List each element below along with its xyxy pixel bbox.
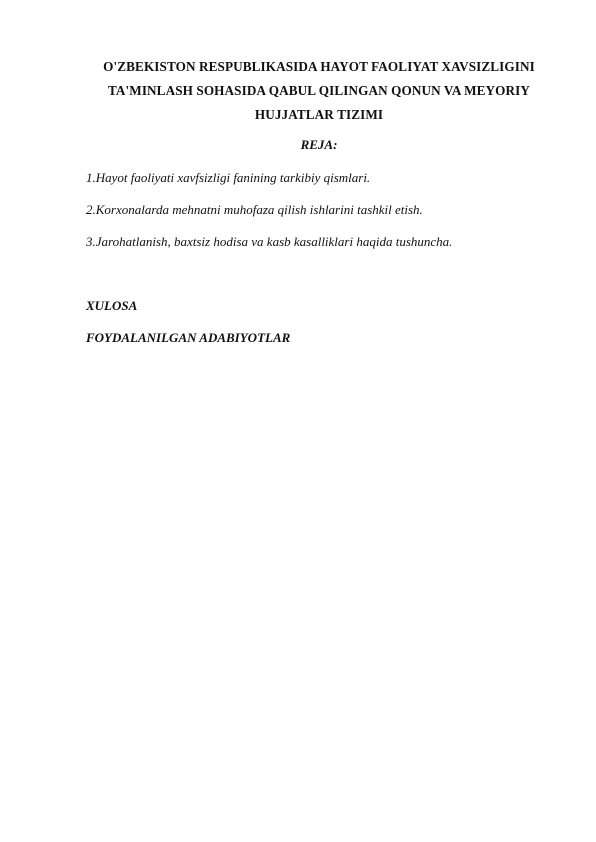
plan-heading: REJA: (300, 137, 338, 152)
plan-item-3: 3.Jarohatlanish, baxtsiz hodisa va kasb kasalliklari haqida tushuncha. (86, 234, 453, 249)
plan-item-2: 2.Korxonalarda mehnatni muhofaza qilish ishlarini tashkil etish. (86, 202, 423, 217)
plan-item-1: 1.Hayot faoliyati xavfsizligi fanining tarkibiy qismlari. (86, 170, 371, 185)
title-line-2: TA'MINLASH SOHASIDA QABUL QILINGAN QONUN VA MEYORIY (107, 83, 531, 98)
conclusion-heading: XULOSA (86, 298, 138, 313)
document-title (78, 55, 560, 127)
plan-list (86, 168, 452, 264)
title-line-3: HUJJATLAR TIZIMI (254, 107, 384, 122)
references-heading: FOYDALANILGAN ADABIYOTLAR (86, 330, 291, 345)
title-line-1: O'ZBEKISTON RESPUBLIKASIDA HAYOT FAOLIYAT XAVSIZLIGINI (103, 59, 535, 74)
